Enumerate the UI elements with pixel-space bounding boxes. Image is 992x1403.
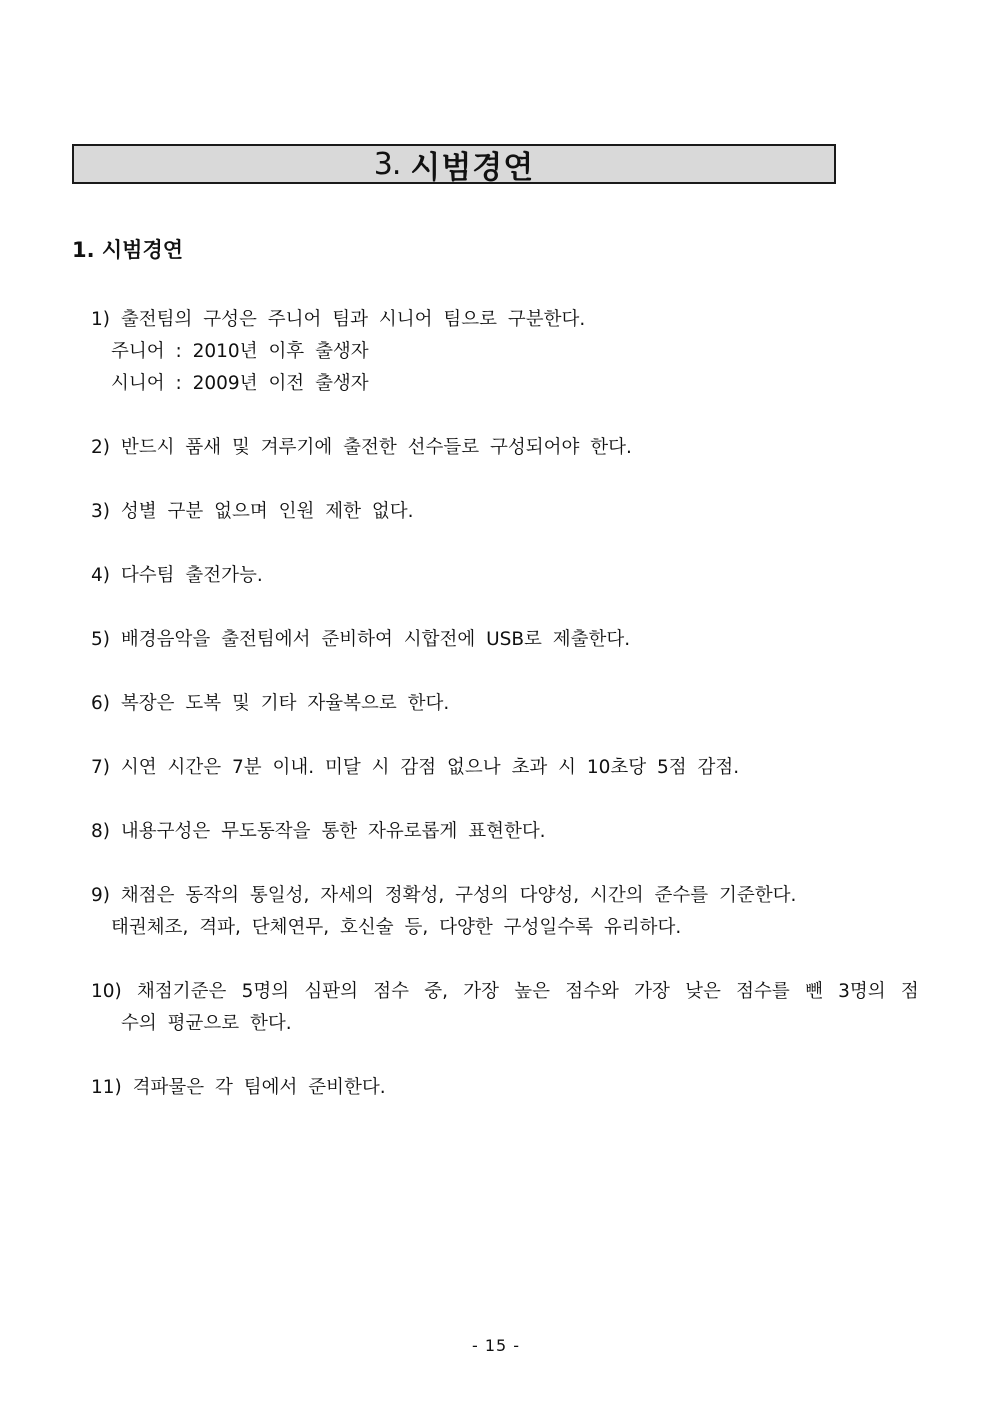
list-item-text: 5) 배경음악을 출전팀에서 준비하여 시합전에 USB로 제출한다.: [91, 629, 631, 650]
list-item-1: [91, 304, 585, 400]
word: 10): [91, 981, 122, 1002]
section-heading: 1. 시범경연: [72, 238, 184, 262]
word: 점수를: [736, 981, 790, 1002]
list-item-4: [91, 560, 263, 592]
word: 낮은: [685, 981, 721, 1002]
word: 점: [900, 981, 919, 1002]
chapter-number: 3.: [373, 146, 401, 182]
list-item-text: 3) 성별 구분 없으며 인원 제한 없다.: [91, 501, 414, 522]
word: 점수와: [565, 981, 619, 1002]
list-item-2: [91, 432, 632, 464]
list-item-text: 11) 격파물은 각 팀에서 준비한다.: [91, 1077, 386, 1098]
page-number: - 15 -: [471, 1336, 521, 1355]
list-item-subline: 주니어 : 2010년 이후 출생자: [111, 341, 369, 362]
list-item-3: [91, 496, 413, 528]
list-item-subline: 시니어 : 2009년 이전 출생자: [111, 373, 369, 394]
chapter-title-box: [72, 144, 836, 184]
word: 가장: [463, 981, 500, 1002]
list-item-continuation: 수의 평균으로 한다.: [121, 1013, 292, 1034]
word: 채점기준은: [137, 981, 227, 1002]
list-item-text: 9) 채점은 동작의 통일성, 자세의 정확성, 구성의 다양성, 시간의 준수를 기준한다.: [91, 885, 797, 906]
list-item-10: [91, 976, 919, 1040]
list-item-11: [91, 1072, 386, 1104]
list-item-9: [91, 880, 796, 944]
word: 점수: [373, 981, 410, 1002]
word: 심판의: [304, 981, 359, 1002]
list-item-text: 7) 시연 시간은 7분 이내. 미달 시 감점 없으나 초과 시 10초당 5점 감점.: [91, 757, 740, 778]
list-item-5: [91, 624, 630, 656]
list-item-6: [91, 688, 449, 720]
list-item-7: [91, 752, 739, 784]
word: 중,: [424, 981, 449, 1002]
word: 3명의: [838, 981, 886, 1002]
word: 5명의: [241, 981, 290, 1002]
list-item-text: 2) 반드시 품새 및 겨루기에 출전한 선수들로 구성되어야 한다.: [91, 437, 632, 458]
word: 뺀: [805, 981, 823, 1002]
list-item-text: [91, 976, 919, 1008]
list-item-text: 8) 내용구성은 무도동작을 통한 자유로롭게 표현한다.: [91, 821, 546, 842]
chapter-title: 시범경연: [410, 149, 535, 186]
word: 높은: [514, 981, 551, 1002]
list-item-text: 4) 다수팀 출전가능.: [91, 565, 263, 586]
list-item-text: 1) 출전팀의 구성은 주니어 팀과 시니어 팀으로 구분한다.: [91, 309, 586, 330]
word: 가장: [634, 981, 670, 1002]
list-item-text: 6) 복장은 도복 및 기타 자율복으로 한다.: [91, 693, 450, 714]
list-item-subline: 태권체조, 격파, 단체연무, 호신술 등, 다양한 구성일수록 유리하다.: [111, 917, 682, 938]
list-item-8: [91, 816, 546, 848]
